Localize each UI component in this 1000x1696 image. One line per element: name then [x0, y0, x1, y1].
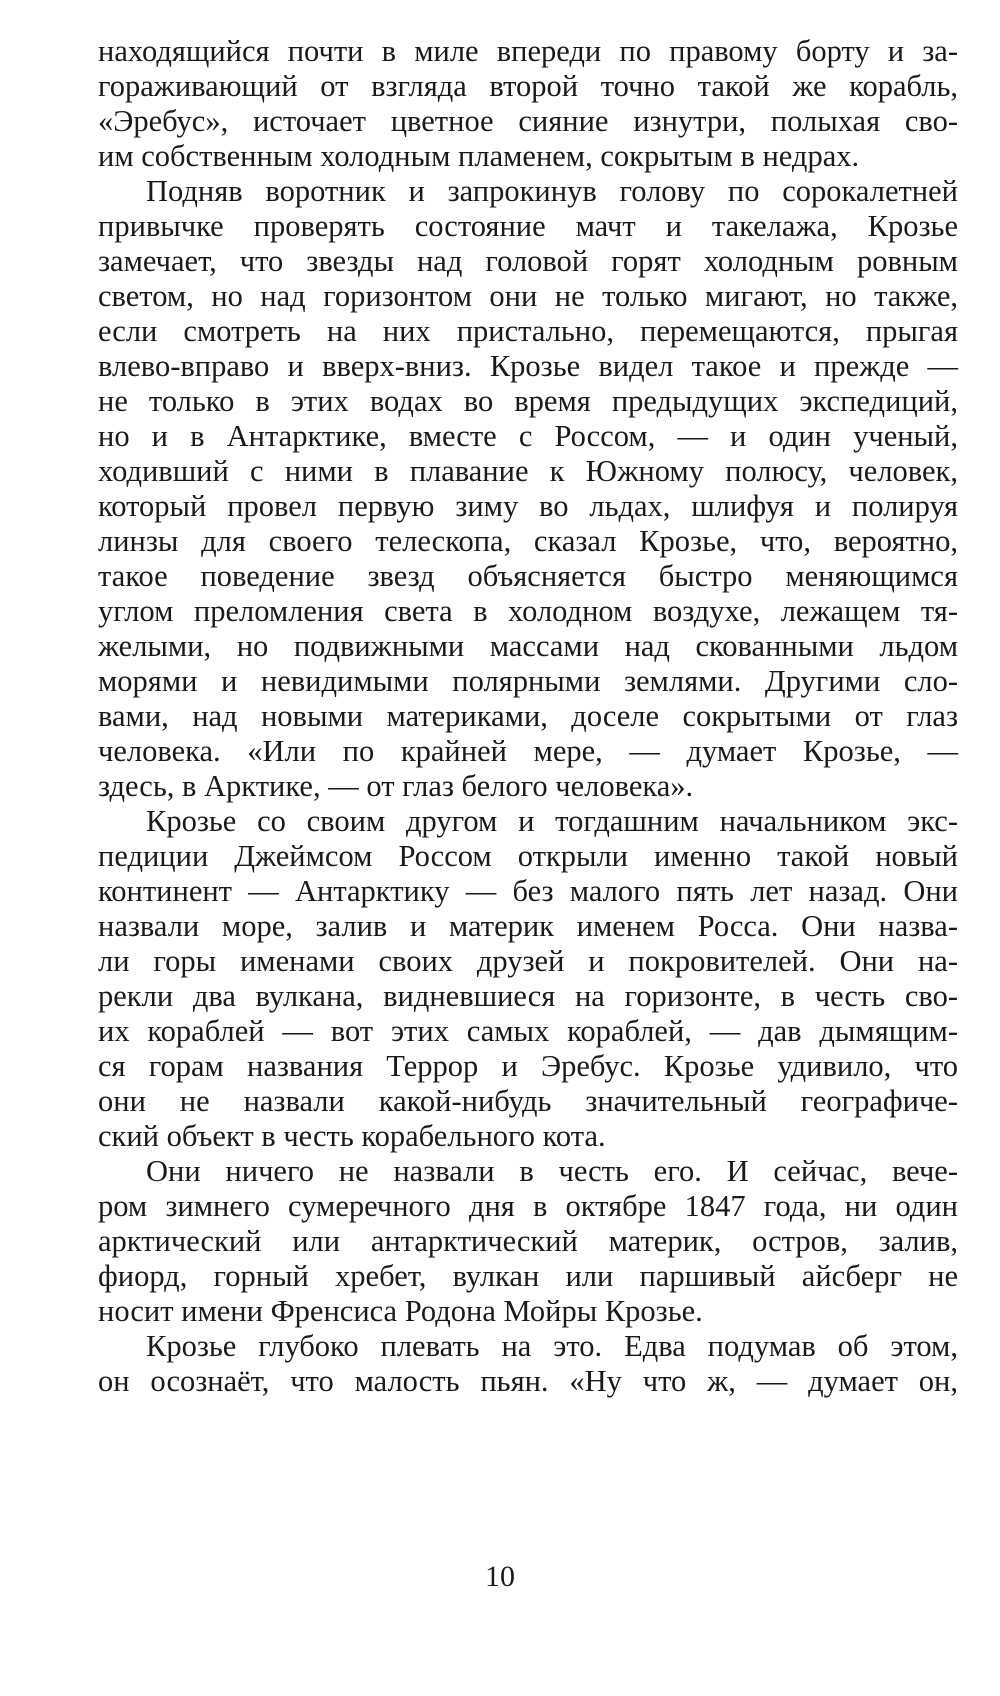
text-line: ли горы именами своих друзей и покровителей. Они на- — [98, 944, 958, 978]
text-line: влево-вправо и вверх-вниз. Крозье видел такое и прежде — — [98, 349, 958, 383]
body-text — [98, 34, 958, 1399]
text-line: ром зимнего сумеречного дня в октябре 1847 года, ни один — [98, 1189, 958, 1223]
text-line: континент — Антарктику — без малого пять лет назад. Они — [98, 874, 958, 908]
text-line: светом, но над горизонтом они не только мигают, но также, — [98, 279, 958, 313]
text-line: ский объект в честь корабельного кота. — [98, 1119, 606, 1153]
text-line: ходивший с ними в плавание к Южному полюсу, человек, — [98, 454, 958, 488]
text-line: привычке проверять состояние мачт и такелажа, Крозье — [98, 209, 958, 243]
text-line: Крозье глубоко плевать на это. Едва подумав об этом, — [146, 1329, 958, 1363]
text-line: замечает, что звезды над головой горят холодным ровным — [98, 244, 958, 278]
text-line: здесь, в Арктике, — от глаз белого человека». — [98, 769, 694, 803]
text-line: такое поведение звезд объясняется быстро меняющимся — [98, 559, 958, 593]
text-line: Они ничего не назвали в честь его. И сейчас, вече- — [146, 1154, 958, 1188]
text-line: желыми, но подвижными массами над скованными льдом — [98, 629, 958, 663]
text-line: арктический или антарктический материк, остров, залив, — [98, 1224, 958, 1258]
text-line: он осознаёт, что малость пьян. «Ну что ж, — думает он, — [98, 1364, 958, 1398]
text-line: им собственным холодным пламенем, сокрытым в недрах. — [98, 139, 860, 173]
text-line: Крозье со своим другом и тогдашним начальником экс- — [146, 804, 958, 838]
text-line: педиции Джеймсом Россом открыли именно такой новый — [98, 839, 958, 873]
text-line: они не назвали какой-нибудь значительный географиче- — [98, 1084, 958, 1118]
text-line: морями и невидимыми полярными землями. Другими сло- — [98, 664, 958, 698]
text-line: рекли два вулкана, видневшиеся на горизонте, в честь сво- — [98, 979, 958, 1013]
page-number: 10 — [485, 1560, 515, 1593]
text-line: вами, над новыми материками, доселе сокрытыми от глаз — [98, 699, 958, 733]
text-line: фиорд, горный хребет, вулкан или паршивый айсберг не — [98, 1259, 958, 1293]
text-line: но и в Антарктике, вместе с Россом, — и один ученый, — [98, 419, 958, 453]
text-line: который провел первую зиму во льдах, шлифуя и полируя — [98, 489, 958, 523]
text-line: «Эребус», источает цветное сияние изнутри, полыхая сво- — [98, 104, 958, 138]
text-line: человека. «Или по крайней мере, — думает Крозье, — — [98, 734, 958, 768]
text-line: если смотреть на них пристально, перемещаются, прыгая — [98, 314, 958, 348]
text-line: носит имени Френсиса Родона Мойры Крозье. — [98, 1294, 703, 1328]
text-line: их кораблей — вот этих самых кораблей, — дав дымящим- — [98, 1014, 958, 1048]
text-line: находящийся почти в миле впереди по правому борту и за- — [98, 34, 958, 68]
text-line: не только в этих водах во время предыдущих экспедиций, — [98, 384, 958, 418]
text-line: углом преломления света в холодном воздухе, лежащем тя- — [98, 594, 958, 628]
text-line: ся горам названия Террор и Эребус. Крозье удивило, что — [98, 1049, 958, 1083]
text-line: Подняв воротник и запрокинув голову по сорокалетней — [146, 174, 958, 208]
text-line: назвали море, залив и материк именем Росса. Они назва- — [98, 909, 958, 943]
text-line: линзы для своего телескопа, сказал Крозье, что, вероятно, — [98, 524, 958, 558]
text-line: гораживающий от взгляда второй точно такой же корабль, — [98, 69, 958, 103]
